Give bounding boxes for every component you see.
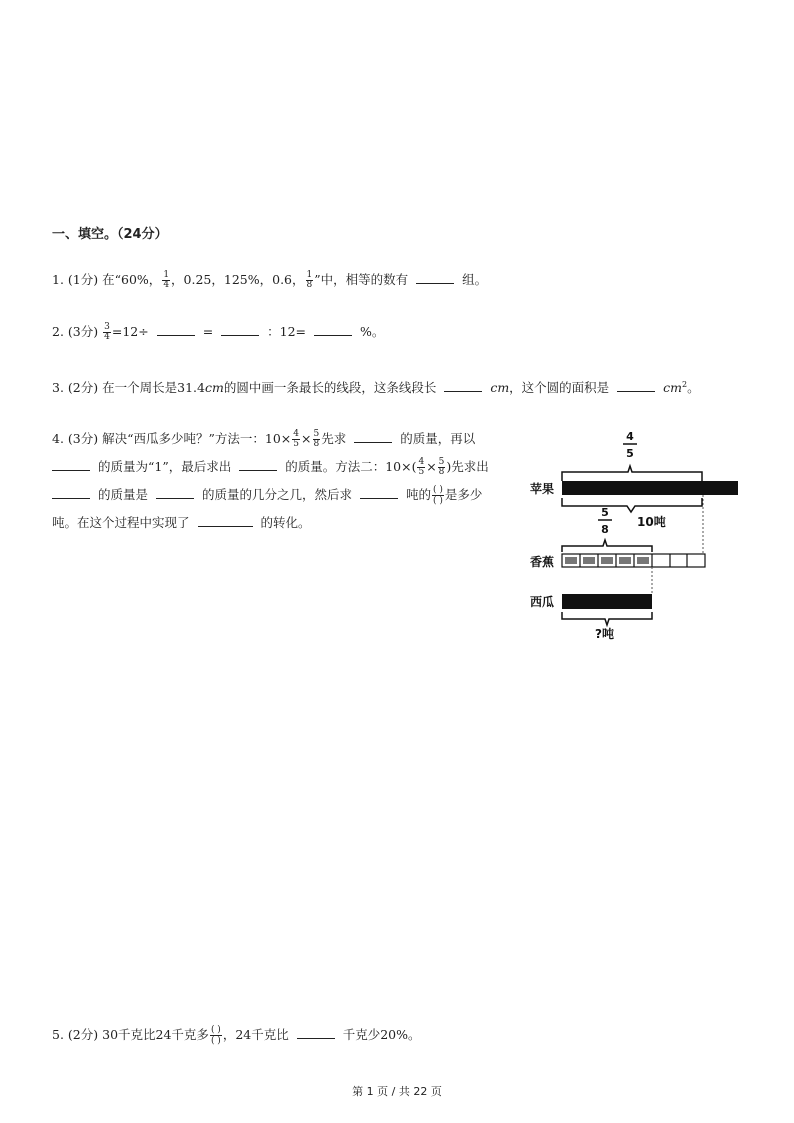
question-text: = — [202, 324, 214, 339]
answer-blank[interactable] — [297, 1026, 335, 1039]
answer-blank[interactable] — [354, 430, 392, 443]
question-number: 1. — [52, 272, 64, 287]
fraction: $\frac{1}{8}$ — [306, 270, 313, 290]
question-text: 的质量的几分之几，然后求 — [201, 487, 352, 502]
question-text: 。 — [687, 380, 700, 396]
answer-blank[interactable] — [157, 323, 195, 336]
question-4-line-3 — [52, 481, 489, 509]
question-number: 2. — [52, 324, 64, 339]
question-1 — [52, 266, 487, 294]
brace-watermelon — [562, 612, 652, 625]
question-4-line-1 — [52, 425, 489, 453]
question-text: × — [426, 459, 437, 474]
question-text: 的质量，再以 — [400, 431, 476, 446]
watermelon-bar — [562, 594, 652, 609]
unit-label: cm — [490, 380, 510, 396]
answer-blank[interactable] — [314, 323, 352, 336]
question-4-line-4 — [52, 509, 489, 537]
question-text: 是多少 — [444, 487, 483, 502]
answer-blank[interactable] — [239, 458, 277, 471]
page-footer: 第 1 页 / 共 22 页 — [352, 1085, 442, 1098]
answer-blank[interactable] — [52, 458, 90, 471]
question-text: × — [301, 431, 312, 446]
label-question-tons: ?吨 — [595, 627, 614, 641]
label-banana: 香蕉 — [530, 555, 555, 569]
question-5 — [52, 1021, 421, 1049]
answer-blank[interactable] — [198, 514, 253, 527]
mid-fraction-denominator: 8 — [601, 523, 609, 536]
question-text: 吨。在这个过程中实现了 — [52, 515, 190, 530]
question-text: 千克少20%。 — [342, 1027, 421, 1042]
question-score: (2分) — [67, 380, 99, 396]
fraction: $\frac{5}{8}$ — [438, 457, 445, 477]
question-text: 的质量为“1”，最后求出 — [97, 459, 232, 474]
fraction: $\frac{5}{8}$ — [313, 429, 320, 449]
question-text: 在一个周长是31.4 — [102, 380, 205, 396]
question-score: (1分) — [67, 272, 99, 287]
answer-blank[interactable] — [617, 379, 655, 392]
question-text: 的质量是 — [97, 487, 148, 502]
answer-blank[interactable] — [221, 323, 259, 336]
brace-banana — [562, 540, 652, 552]
apple-bar — [562, 481, 738, 495]
question-2 — [52, 318, 384, 346]
question-4-line-2 — [52, 453, 489, 481]
fraction: $\frac{3}{4}$ — [104, 322, 110, 342]
question-text: ：12= — [267, 324, 307, 339]
question-text: )先求出 — [446, 459, 489, 474]
question-number: 4. — [52, 431, 64, 446]
question-score: (3分) — [67, 431, 99, 446]
top-fraction-numerator: 4 — [626, 430, 634, 443]
question-text: 30千克比24千克多 — [102, 1027, 209, 1042]
question-3 — [52, 371, 700, 402]
label-apple: 苹果 — [530, 482, 555, 496]
section-title: 一、填空。（24分） — [52, 227, 168, 242]
question-text: =12÷ — [111, 324, 149, 339]
answer-blank[interactable] — [360, 486, 398, 499]
blank-fraction[interactable]: $\frac{( )}{( )}$ — [432, 485, 443, 506]
question-text: 在“60%， — [102, 272, 162, 287]
superscript: 2 — [682, 380, 688, 389]
question-text: 解决“西瓜多少吨？”方法一：10× — [102, 431, 292, 446]
answer-blank[interactable] — [416, 271, 454, 284]
blank-fraction[interactable]: $\frac{( )}{( )}$ — [210, 1025, 221, 1046]
fraction: $\frac{4}{5}$ — [418, 457, 425, 477]
question-number: 3. — [52, 380, 64, 396]
question-text: ，这个圆的面积是 — [509, 380, 610, 396]
question-text: 的转化。 — [260, 515, 311, 530]
question-score: (3分) — [67, 324, 99, 339]
mid-fraction-numerator: 5 — [601, 506, 609, 519]
question-number: 5. — [52, 1027, 64, 1042]
answer-blank[interactable] — [444, 379, 482, 392]
question-text: ，24千克比 — [222, 1027, 289, 1042]
bottom-brace-apple — [562, 498, 702, 512]
top-brace — [562, 466, 702, 481]
label-watermelon: 西瓜 — [530, 595, 555, 609]
unit-label: cm — [663, 380, 683, 396]
question-text: %。 — [360, 324, 385, 339]
question-text: ，0.25，125%，0.6， — [171, 272, 305, 287]
question-text: 的质量。方法二：10×( — [285, 459, 417, 474]
fraction: $\frac{1}{4}$ — [163, 270, 170, 290]
unit-label: cm — [204, 380, 224, 396]
question-text: 的圆中画一条最长的线段，这条线段长 — [223, 380, 437, 396]
answer-blank[interactable] — [156, 486, 194, 499]
line-segment-diagram — [525, 428, 750, 648]
question-4 — [52, 425, 489, 537]
fraction: $\frac{4}{5}$ — [293, 429, 300, 449]
answer-blank[interactable] — [52, 486, 90, 499]
question-text: 吨的 — [405, 487, 431, 502]
question-text: ”中，相等的数有 — [314, 272, 409, 287]
question-score: (2分) — [67, 1027, 99, 1042]
top-fraction-denominator: 5 — [626, 447, 634, 460]
question-text: 先求 — [321, 431, 347, 446]
label-ten-tons: 10吨 — [637, 515, 666, 529]
question-text: 组。 — [462, 272, 488, 287]
